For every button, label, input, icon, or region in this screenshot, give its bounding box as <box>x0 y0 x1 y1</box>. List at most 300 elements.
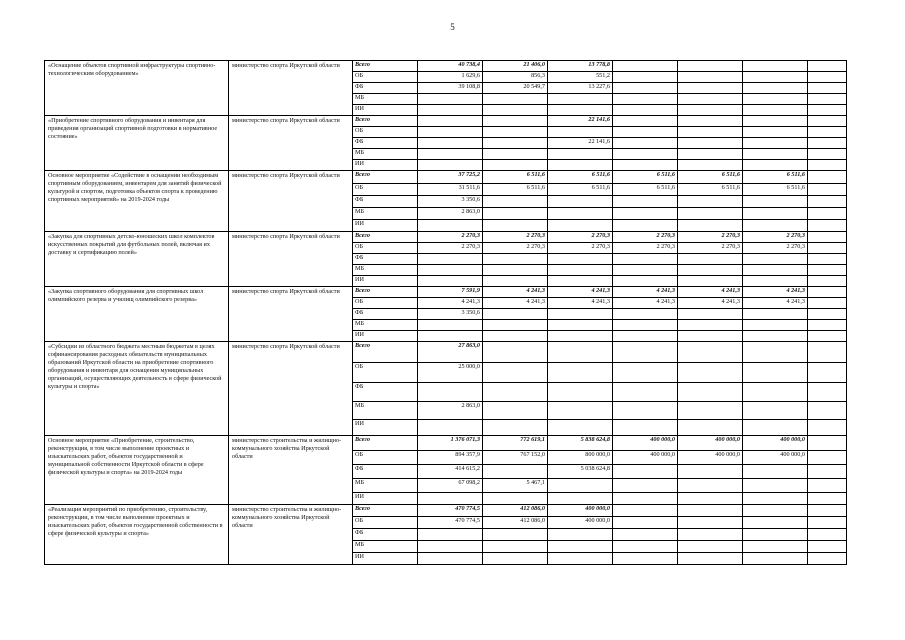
value-cell <box>678 383 743 402</box>
value-cell <box>418 105 483 116</box>
source-label: ИИ <box>353 105 418 116</box>
value-cell: 3 350,6 <box>418 196 483 208</box>
value-cell <box>678 83 743 94</box>
value-cell <box>808 342 847 363</box>
value-cell <box>678 363 743 383</box>
value-cell <box>483 160 548 171</box>
value-cell <box>483 420 548 436</box>
source-label: ОБ <box>353 363 418 383</box>
value-cell <box>678 420 743 436</box>
value-cell <box>613 383 678 402</box>
value-cell <box>613 320 678 331</box>
value-cell: 3 350,6 <box>418 309 483 320</box>
source-label: Всего <box>353 342 418 363</box>
value-cell: 4 241,3 <box>743 298 808 309</box>
value-cell <box>808 72 847 83</box>
value-cell <box>483 105 548 116</box>
value-cell: 412 086,0 <box>483 505 548 517</box>
value-cell <box>678 479 743 493</box>
source-label: ФБ <box>353 83 418 94</box>
value-cell <box>418 265 483 276</box>
page-number: 5 <box>450 22 455 32</box>
value-cell: 4 241,3 <box>548 287 613 298</box>
value-cell <box>808 105 847 116</box>
source-label: Всего <box>353 61 418 72</box>
value-cell <box>678 529 743 541</box>
source-label: ИИ <box>353 553 418 565</box>
value-cell <box>483 116 548 127</box>
value-cell: 2 270,3 <box>678 232 743 243</box>
table-row <box>45 287 847 298</box>
value-cell <box>548 105 613 116</box>
value-cell <box>743 149 808 160</box>
value-cell: 800 000,0 <box>548 451 613 465</box>
value-cell <box>483 149 548 160</box>
value-cell <box>418 138 483 149</box>
value-cell: 2 270,3 <box>613 232 678 243</box>
source-label: ИИ <box>353 276 418 287</box>
source-label: ФБ <box>353 138 418 149</box>
source-label: ОБ <box>353 127 418 138</box>
source-label: ОБ <box>353 451 418 465</box>
value-cell <box>548 254 613 265</box>
value-cell <box>743 309 808 320</box>
value-cell <box>743 363 808 383</box>
value-cell <box>483 196 548 208</box>
value-cell: 6 511,6 <box>548 184 613 196</box>
value-cell <box>678 116 743 127</box>
value-cell <box>613 83 678 94</box>
value-cell <box>743 127 808 138</box>
value-cell <box>483 208 548 220</box>
value-cell <box>678 72 743 83</box>
value-cell: 20 549,7 <box>483 83 548 94</box>
source-label: ИИ <box>353 493 418 505</box>
value-cell <box>808 232 847 243</box>
value-cell: 6 511,6 <box>678 184 743 196</box>
value-cell <box>808 196 847 208</box>
value-cell: 2 270,3 <box>483 232 548 243</box>
value-cell <box>483 363 548 383</box>
value-cell <box>548 320 613 331</box>
executor: министерство спорта Иркутской области <box>229 116 353 171</box>
value-cell <box>483 254 548 265</box>
value-cell <box>418 383 483 402</box>
value-cell <box>808 402 847 420</box>
value-cell <box>418 493 483 505</box>
value-cell <box>743 331 808 342</box>
value-cell <box>548 94 613 105</box>
value-cell <box>808 138 847 149</box>
value-cell <box>548 208 613 220</box>
table-row <box>45 116 847 127</box>
value-cell <box>678 138 743 149</box>
value-cell <box>678 220 743 232</box>
value-cell <box>808 541 847 553</box>
value-cell <box>743 493 808 505</box>
value-cell <box>548 541 613 553</box>
value-cell <box>678 309 743 320</box>
value-cell: 5 838 624,8 <box>548 436 613 451</box>
value-cell: 400 000,0 <box>743 451 808 465</box>
value-cell <box>483 127 548 138</box>
value-cell <box>743 83 808 94</box>
value-cell: 4 241,3 <box>678 287 743 298</box>
value-cell <box>808 265 847 276</box>
value-cell <box>418 94 483 105</box>
source-label: МБ <box>353 149 418 160</box>
value-cell: 13 778,8 <box>548 61 613 72</box>
value-cell: 37 725,2 <box>418 171 483 184</box>
value-cell <box>808 505 847 517</box>
value-cell <box>418 320 483 331</box>
source-label: МБ <box>353 479 418 493</box>
value-cell <box>418 127 483 138</box>
value-cell <box>678 402 743 420</box>
value-cell <box>808 220 847 232</box>
source-label: ФБ <box>353 383 418 402</box>
value-cell <box>483 529 548 541</box>
table-row <box>45 342 847 363</box>
value-cell <box>418 331 483 342</box>
value-cell <box>808 383 847 402</box>
value-cell <box>678 331 743 342</box>
value-cell <box>613 342 678 363</box>
value-cell: 400 000,0 <box>678 436 743 451</box>
value-cell: 894 357,9 <box>418 451 483 465</box>
value-cell <box>483 138 548 149</box>
value-cell <box>548 276 613 287</box>
value-cell: 25 000,0 <box>418 363 483 383</box>
value-cell: 1 376 071,3 <box>418 436 483 451</box>
value-cell: 4 241,3 <box>483 298 548 309</box>
value-cell <box>678 160 743 171</box>
value-cell: 6 511,6 <box>678 171 743 184</box>
value-cell <box>808 493 847 505</box>
value-cell <box>808 287 847 298</box>
table-row <box>45 61 847 72</box>
value-cell <box>483 493 548 505</box>
value-cell <box>418 276 483 287</box>
value-cell: 2 270,3 <box>548 232 613 243</box>
value-cell <box>678 265 743 276</box>
value-cell <box>678 276 743 287</box>
value-cell <box>808 479 847 493</box>
value-cell: 2 270,3 <box>483 243 548 254</box>
value-cell: 2 863,0 <box>418 402 483 420</box>
value-cell <box>613 254 678 265</box>
value-cell <box>483 276 548 287</box>
value-cell <box>808 451 847 465</box>
value-cell: 400 000,0 <box>613 451 678 465</box>
value-cell <box>743 505 808 517</box>
value-cell: 470 774,5 <box>418 505 483 517</box>
measure-name: «Приобретение спортивного оборудования и инвентаря для приведения организаций спортивной подготовки в нормативное состояние» <box>45 116 229 171</box>
value-cell <box>743 320 808 331</box>
value-cell <box>613 127 678 138</box>
value-cell: 4 241,3 <box>613 298 678 309</box>
value-cell <box>418 541 483 553</box>
value-cell <box>743 479 808 493</box>
value-cell <box>743 529 808 541</box>
source-label: ФБ <box>353 196 418 208</box>
value-cell <box>613 517 678 529</box>
table-row <box>45 505 847 517</box>
source-label: ОБ <box>353 184 418 196</box>
table-row <box>45 171 847 184</box>
value-cell <box>743 72 808 83</box>
measure-name: Основное мероприятие «Содействие в оснащении необходимым спортивным оборудованием, инвентарем для занятий физической культурой и спортом, подготовка объектов спорта к проведению спортивных мероприятий» на 2019-2024 годы <box>45 171 229 232</box>
value-cell: 5 038 624,8 <box>548 465 613 479</box>
value-cell <box>548 309 613 320</box>
source-label: МБ <box>353 265 418 276</box>
value-cell <box>743 105 808 116</box>
value-cell <box>418 220 483 232</box>
value-cell: 22 141,6 <box>548 116 613 127</box>
table-row <box>45 232 847 243</box>
source-label: МБ <box>353 320 418 331</box>
value-cell <box>483 265 548 276</box>
value-cell: 2 863,0 <box>418 208 483 220</box>
value-cell: 6 511,6 <box>483 171 548 184</box>
value-cell <box>743 208 808 220</box>
value-cell <box>743 254 808 265</box>
executor: министерство спорта Иркутской области <box>229 287 353 342</box>
value-cell <box>613 220 678 232</box>
source-label: МБ <box>353 402 418 420</box>
value-cell <box>743 116 808 127</box>
value-cell <box>483 383 548 402</box>
source-label: ИИ <box>353 420 418 436</box>
value-cell <box>483 309 548 320</box>
value-cell <box>483 220 548 232</box>
value-cell <box>483 541 548 553</box>
value-cell <box>613 309 678 320</box>
value-cell <box>483 331 548 342</box>
source-label: МБ <box>353 541 418 553</box>
value-cell <box>613 72 678 83</box>
value-cell: 856,3 <box>483 72 548 83</box>
value-cell <box>483 342 548 363</box>
executor: министерство строительства и жилищно-коммунального хозяйства Иркутской области <box>229 436 353 505</box>
measure-name: Основное мероприятие «Приобретение, строительство, реконструкция, в том числе выполнение проектных и изыскательских работ, объектов государственной и муниципальной собственности Иркутской области в сфере физической культуры и спорта» на 2019-2024 годы <box>45 436 229 505</box>
source-label: Всего <box>353 436 418 451</box>
value-cell <box>808 331 847 342</box>
value-cell <box>678 493 743 505</box>
value-cell: 4 241,3 <box>418 298 483 309</box>
value-cell <box>613 149 678 160</box>
value-cell <box>808 184 847 196</box>
value-cell <box>678 541 743 553</box>
value-cell: 6 511,6 <box>548 171 613 184</box>
value-cell: 40 738,4 <box>418 61 483 72</box>
value-cell <box>808 436 847 451</box>
value-cell <box>743 517 808 529</box>
value-cell: 412 086,0 <box>483 517 548 529</box>
executor: министерство спорта Иркутской области <box>229 232 353 287</box>
value-cell <box>548 420 613 436</box>
value-cell: 7 591,9 <box>418 287 483 298</box>
value-cell: 400 000,0 <box>548 505 613 517</box>
value-cell <box>808 309 847 320</box>
value-cell <box>808 83 847 94</box>
value-cell <box>548 342 613 363</box>
value-cell <box>418 553 483 565</box>
value-cell <box>743 541 808 553</box>
value-cell <box>678 208 743 220</box>
executor: министерство спорта Иркутской области <box>229 342 353 436</box>
value-cell <box>483 320 548 331</box>
value-cell: 4 241,3 <box>678 298 743 309</box>
value-cell <box>678 105 743 116</box>
value-cell <box>548 493 613 505</box>
value-cell <box>548 331 613 342</box>
value-cell <box>483 465 548 479</box>
value-cell <box>548 553 613 565</box>
value-cell <box>678 553 743 565</box>
value-cell <box>483 553 548 565</box>
value-cell <box>613 505 678 517</box>
value-cell <box>418 149 483 160</box>
value-cell <box>808 420 847 436</box>
value-cell <box>743 160 808 171</box>
value-cell <box>678 61 743 72</box>
value-cell <box>613 160 678 171</box>
value-cell: 2 270,3 <box>548 243 613 254</box>
value-cell: 4 241,3 <box>613 287 678 298</box>
value-cell: 400 000,0 <box>678 451 743 465</box>
value-cell <box>808 298 847 309</box>
source-label: Всего <box>353 287 418 298</box>
value-cell <box>808 208 847 220</box>
value-cell <box>678 149 743 160</box>
value-cell: 4 241,3 <box>743 287 808 298</box>
value-cell <box>808 320 847 331</box>
value-cell <box>548 402 613 420</box>
value-cell: 4 241,3 <box>548 298 613 309</box>
value-cell <box>808 363 847 383</box>
value-cell: 2 270,3 <box>743 232 808 243</box>
value-cell <box>613 196 678 208</box>
value-cell <box>613 479 678 493</box>
measure-name: «Закупка спортивного оборудования для спортивных школ олимпийского резерва и училищ олимпийского резерва» <box>45 287 229 342</box>
value-cell: 27 863,0 <box>418 342 483 363</box>
value-cell <box>613 465 678 479</box>
value-cell: 2 270,3 <box>743 243 808 254</box>
value-cell <box>808 465 847 479</box>
value-cell: 6 511,6 <box>743 184 808 196</box>
value-cell <box>808 94 847 105</box>
value-cell <box>613 553 678 565</box>
value-cell <box>743 420 808 436</box>
value-cell: 1 629,6 <box>418 72 483 83</box>
value-cell <box>613 138 678 149</box>
value-cell: 13 227,6 <box>548 83 613 94</box>
value-cell <box>808 529 847 541</box>
budget-table-body <box>45 61 847 565</box>
value-cell: 2 270,3 <box>678 243 743 254</box>
measure-name: «Реализация мероприятий по приобретению, строительству, реконструкции, в том числе выполнение проектных и изыскательских работ, объектов государственной собственности в сфере физической культуры и спорта» <box>45 505 229 565</box>
value-cell <box>808 553 847 565</box>
value-cell <box>548 196 613 208</box>
value-cell <box>613 529 678 541</box>
executor: министерство строительства и жилищно-коммунального хозяйства Иркутской области <box>229 505 353 565</box>
value-cell <box>548 363 613 383</box>
value-cell: 67 098,2 <box>418 479 483 493</box>
value-cell <box>743 220 808 232</box>
value-cell <box>808 160 847 171</box>
measure-name: «Субсидии из областного бюджета местным бюджетам в целях софинансирования расходных обязательств муниципальных образований Иркутской области на приобретение спортивного оборудования и инвентаря для оснащения муниципальных организаций, осуществляющих деятельность в сфере физической культуры и спорта» <box>45 342 229 436</box>
value-cell: 6 511,6 <box>613 171 678 184</box>
value-cell <box>548 149 613 160</box>
source-label: ФБ <box>353 465 418 479</box>
value-cell: 5 467,1 <box>483 479 548 493</box>
value-cell <box>613 541 678 553</box>
value-cell <box>418 160 483 171</box>
value-cell <box>678 254 743 265</box>
value-cell: 6 511,6 <box>743 171 808 184</box>
value-cell <box>678 517 743 529</box>
value-cell <box>613 276 678 287</box>
value-cell: 21 406,0 <box>483 61 548 72</box>
value-cell <box>808 254 847 265</box>
table-row <box>45 436 847 451</box>
value-cell <box>808 517 847 529</box>
value-cell <box>743 383 808 402</box>
value-cell: 551,2 <box>548 72 613 83</box>
value-cell: 6 511,6 <box>483 184 548 196</box>
source-label: ФБ <box>353 529 418 541</box>
source-label: ОБ <box>353 517 418 529</box>
value-cell <box>678 320 743 331</box>
value-cell <box>613 61 678 72</box>
value-cell <box>678 505 743 517</box>
value-cell <box>678 342 743 363</box>
value-cell: 4 241,3 <box>483 287 548 298</box>
value-cell <box>678 127 743 138</box>
value-cell <box>743 196 808 208</box>
value-cell <box>548 127 613 138</box>
value-cell <box>418 116 483 127</box>
value-cell <box>613 116 678 127</box>
value-cell <box>743 94 808 105</box>
value-cell <box>808 149 847 160</box>
value-cell <box>613 105 678 116</box>
value-cell <box>548 529 613 541</box>
value-cell <box>613 493 678 505</box>
value-cell <box>613 331 678 342</box>
source-label: Всего <box>353 232 418 243</box>
value-cell <box>613 94 678 105</box>
value-cell <box>548 479 613 493</box>
value-cell <box>678 465 743 479</box>
source-label: ОБ <box>353 72 418 83</box>
value-cell: 470 774,5 <box>418 517 483 529</box>
value-cell <box>743 61 808 72</box>
value-cell <box>613 265 678 276</box>
value-cell <box>548 220 613 232</box>
source-label: Всего <box>353 171 418 184</box>
source-label: ОБ <box>353 243 418 254</box>
value-cell <box>743 465 808 479</box>
value-cell <box>613 363 678 383</box>
source-label: МБ <box>353 208 418 220</box>
measure-name: «Оснащение объектов спортивной инфраструктуры спортивно-технологическим оборудованием» <box>45 61 229 116</box>
executor: министерство спорта Иркутской области <box>229 61 353 116</box>
value-cell <box>483 402 548 420</box>
value-cell: 2 270,3 <box>613 243 678 254</box>
value-cell <box>743 138 808 149</box>
